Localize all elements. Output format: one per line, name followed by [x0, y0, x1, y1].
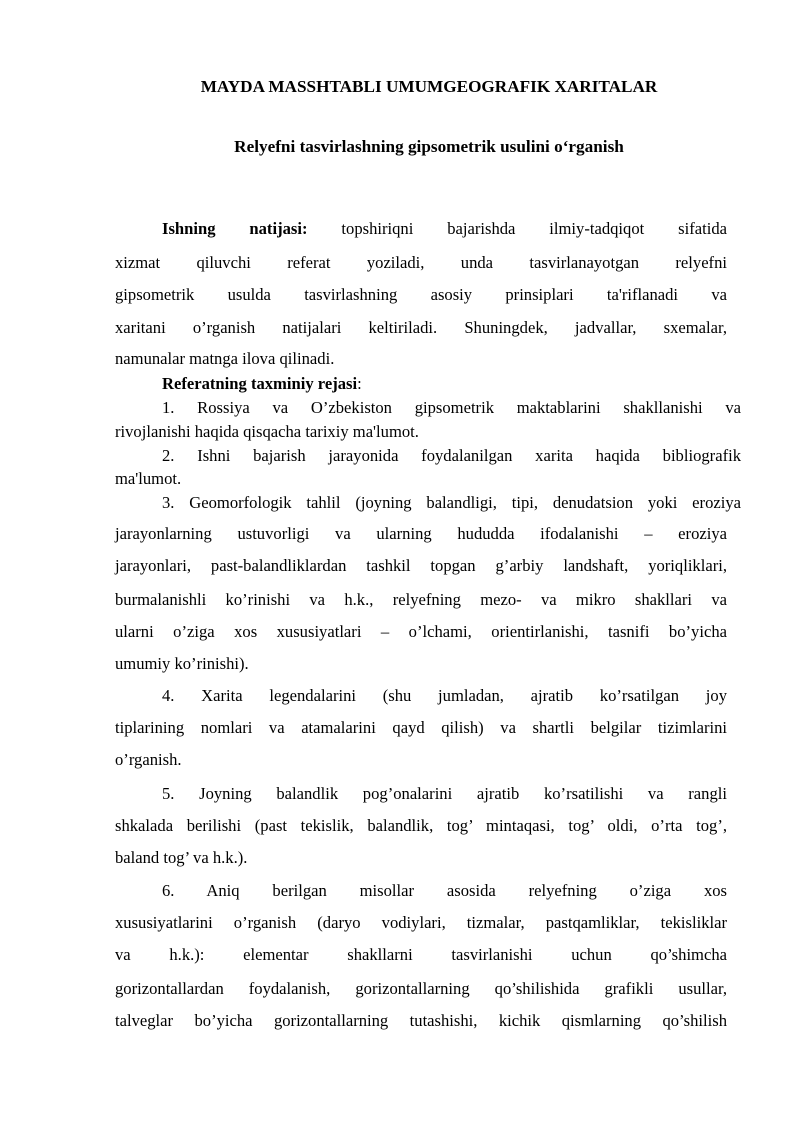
result-label: Ishning natijasi: — [162, 219, 308, 238]
plan-item-line: jarayonlarning ustuvorligi va ularning hududda ifodalanishi – eroziya — [115, 524, 727, 543]
plan-item-line: 5. Joyning balandlik pog’onalarini ajratib ko’rsatilishi va rangli — [162, 784, 727, 803]
result-line: namunalar matnga ilova qilinadi. — [115, 349, 335, 368]
plan-item-line: 3. Geomorfologik tahlil (joyning balandligi, tipi, denudatsion yoki eroziya — [162, 493, 741, 512]
plan-item-line: burmalanishli ko’rinishi va h.k., relyefning mezo- va mikro shakllari va — [115, 590, 727, 609]
plan-heading: Referatning taxminiy rejasi: — [162, 374, 362, 393]
plan-item-line: shkalada berilishi (past tekislik, balandlik, tog’ mintaqasi, tog’ oldi, o’rta tog’, — [115, 816, 727, 835]
plan-item-line: baland tog’ va h.k.). — [115, 848, 248, 867]
plan-item-line: ularni o’ziga xos xususiyatlari – o’lchami, orientirlanishi, tasnifi bo’yicha — [115, 622, 727, 641]
plan-item-line: gorizontallardan foydalanish, gorizontallarning qo’shilishida grafikli usullar, — [115, 979, 727, 998]
result-line: gipsometrik usulda tasvirlashning asosiy prinsiplari ta'riflanadi va — [115, 285, 727, 304]
plan-item-line: va h.k.): elementar shakllarni tasvirlanishi uchun qo’shimcha — [115, 945, 727, 964]
plan-item-line: o’rganish. — [115, 750, 182, 769]
result-line: xizmat qiluvchi referat yoziladi, unda tasvirlanayotgan relyefni — [115, 253, 727, 272]
result-line: Ishning natijasi: topshiriqni bajarishda ilmiy-tadqiqot sifatida — [162, 219, 727, 238]
page-title: MAYDA MASSHTABLI UMUMGEOGRAFIK XARITALAR — [200, 77, 658, 96]
plan-item-line: 4. Xarita legendalarini (shu jumladan, ajratib ko’rsatilgan joy — [162, 686, 727, 705]
plan-item-line: tiplarining nomlari va atamalarini qayd qilish) va shartli belgilar tizimlarini — [115, 718, 727, 737]
plan-item-line: umumiy ko’rinishi). — [115, 654, 249, 673]
plan-item-line: 2. Ishni bajarish jarayonida foydalanilgan xarita haqida bibliografik — [162, 446, 741, 465]
plan-item-line: rivojlanishi haqida qisqacha tarixiy ma'lumot. — [115, 422, 419, 441]
result-line: xaritani o’rganish natijalari keltiriladi. Shuningdek, jadvallar, sxemalar, — [115, 318, 727, 337]
plan-item-line: jarayonlari, past-balandliklardan tashkil topgan g’arbiy landshaft, yoriqliklari, — [115, 556, 727, 575]
plan-item-line: xususiyatlarini o’rganish (daryo vodiylari, tizmalar, pastqamliklar, tekisliklar — [115, 913, 727, 932]
page-subtitle: Relyefni tasvirlashning gipsometrik usulini o‘rganish — [234, 137, 624, 156]
plan-item-line: ma'lumot. — [115, 469, 182, 488]
plan-item-line: 1. Rossiya va O’zbekiston gipsometrik maktablarini shakllanishi va — [162, 398, 741, 417]
plan-item-line: 6. Aniq berilgan misollar asosida relyefning o’ziga xos — [162, 881, 727, 900]
plan-item-line: talveglar bo’yicha gorizontallarning tutashishi, kichik qismlarning qo’shilish — [115, 1011, 727, 1030]
